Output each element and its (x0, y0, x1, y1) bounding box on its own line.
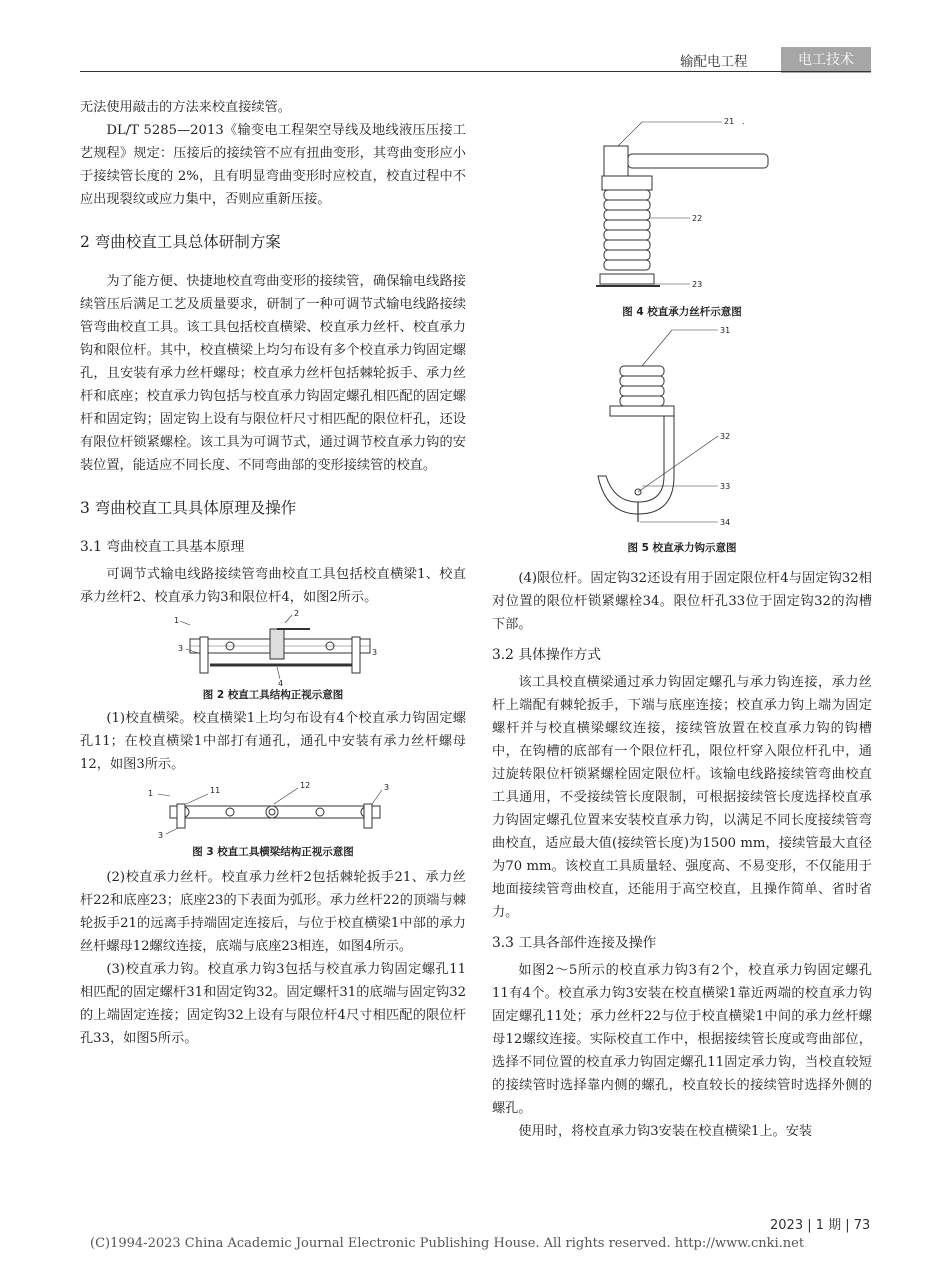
fig5-label: 31 (720, 326, 731, 335)
subsection-heading: 3.1 弯曲校直工具基本原理 (80, 539, 245, 555)
paragraph: (4)限位杆。固定钩32还设有用于固定限位杆4与固定钩32相对位置的限位杆锁紧螺栓34。限位杆孔33位于固定钩32的沟槽下部。 (492, 571, 872, 632)
figure-5 (492, 326, 872, 558)
fig5-label: 32 (720, 432, 731, 441)
column-badge: 电工技术 (781, 47, 871, 73)
fig3-label: 3 (158, 831, 164, 840)
fig4-label: . (742, 117, 745, 126)
subsection-heading: 3.2 具体操作方式 (492, 647, 602, 663)
section-heading: 3 弯曲校直工具具体原理及操作 (80, 499, 297, 517)
fig3-label: 11 (210, 786, 221, 795)
fig2-label: 1 (174, 616, 180, 625)
fig3-label: 12 (300, 782, 311, 790)
paragraph: (1)校直横梁。校直横梁1上均匀布设有4个校直承力钩固定螺孔11；在校直横梁1中部打有通孔，通孔中安装有承力丝杆螺母12，如图3所示。 (80, 711, 466, 772)
page-number: 2023 | 1 期 | 73 (770, 1218, 871, 1233)
figure-caption: 图 4 校直承力丝杆示意图 (622, 306, 742, 318)
right-column (492, 567, 872, 1143)
fig3-drawing (80, 782, 466, 844)
paragraph: (3)校直承力钩。校直承力钩3包括与校直承力钩固定螺孔11相匹配的固定螺杆31和固定钩32。固定螺杆31的底端与固定钩32的上端固定连接；固定钩32上设有与限位杆4尺寸相匹配的限位杆孔33，如图5所示。 (80, 962, 466, 1046)
journal-name: 输配电工程 (680, 54, 748, 70)
fig2-label: 2 (294, 609, 300, 618)
paragraph: DL/T 5285—2013《输变电工程架空导线及地线液压压接工艺规程》规定：压接后的接续管不应有扭曲变形，其弯曲变形应小于接续管长度的 2%，且有明显弯曲变形时应校直，校直过程中不应出现裂纹或应力集中，否则应重新压接。 (80, 123, 466, 207)
fig4-label: 22 (692, 214, 703, 223)
figure-caption: 图 2 校直工具结构正视示意图 (202, 689, 344, 701)
figure-2 (80, 609, 466, 707)
fig2-label: 3 (372, 648, 378, 657)
fig3-label: 3 (384, 783, 390, 792)
left-column (80, 96, 466, 1050)
fig4-label: 23 (692, 280, 703, 289)
header-rule (80, 71, 871, 72)
fig2-label: 4 (278, 679, 284, 687)
fig4-drawing (492, 114, 872, 300)
copyright-line: (C)1994-2023 China Academic Journal Electronic Publishing House. All rights reserved. http://www.cnki.net (90, 1236, 805, 1251)
paragraph: 无法使用敲击的方法来校直接续管。 (80, 100, 291, 115)
fig5-label: 34 (720, 518, 731, 527)
section-heading: 2 弯曲校直工具总体研制方案 (80, 233, 281, 251)
paragraph: (2)校直承力丝杆。校直承力丝杆2包括棘轮扳手21、承力丝杆22和底座23；底座23的下表面为弧形。承力丝杆22的顶端与棘轮扳手21的远离手持端固定连接后，与位于校直横梁1中部的承力丝杆螺母12螺纹连接，底端与底座23相连，如图4所示。 (80, 870, 466, 954)
fig5-label: 33 (720, 482, 731, 491)
figure-4 (492, 114, 872, 320)
figure-3 (80, 782, 466, 866)
paragraph: 如图2～5所示的校直承力钩3有2个，校直承力钩固定螺孔11有4个。校直承力钩3安装在校直横梁1靠近两端的校直承力钩固定螺孔11处；承力丝杆22与位于校直横梁1中间的承力丝杆螺母12螺纹连接。实际校直工作中，根据接续管长度或弯曲部位，选择不同位置的校直承力钩固定螺孔11固定承力钩，当校直较短的接续管时选择靠内侧的螺孔，校直较长的接续管时选择外侧的螺孔。 (492, 963, 872, 1116)
fig5-drawing (492, 326, 872, 536)
fig3-label: 1 (148, 789, 154, 798)
paragraph: 为了能方便、快捷地校直弯曲变形的接续管，确保输电线路接续管压后满足工艺及质量要求，研制了一种可调节式输电线路接续管弯曲校直工具。该工具包括校直横梁、校直承力丝杆、校直承力钩和限位杆。其中，校直横梁上均匀布设有多个校直承力钩固定螺孔，且安装有承力丝杆螺母；校直承力丝杆包括棘轮扳手、承力丝杆和底座；校直承力钩包括与校直承力钩固定螺孔相匹配的固定螺杆和固定钩；固定钩上设有与限位杆尺寸相匹配的限位杆孔，还设有限位杆锁紧螺栓。该工具为可调节式，通过调节校直承力钩的安装位置，能适应不同长度、不同弯曲部的变形接续管的校直。 (80, 274, 466, 473)
paragraph: 该工具校直横梁通过承力钩固定螺孔与承力钩连接，承力丝杆上端配有棘轮扳手，下端与底座连接；校直承力钩上端为固定螺杆并与校直横梁螺纹连接，接续管放置在校直承力钩的钩槽中，在钩槽的底部有一个限位杆孔，限位杆穿入限位杆孔中，通过旋转限位杆锁紧螺栓固定限位杆。该输电线路接续管弯曲校直工具通用，不受接续管长度限制，可根据接续管长度选择校直承力钩固定螺孔位置来安装校直承力钩，以满足不同长度接续管弯曲校直，适应最大值(接续管长度)为1500 mm，接续管最大直径为70 mm。该校直工具质量轻、强度高、不易变形，不仅能用于地面接续管弯曲校直，还能用于高空校直，且操作简单、省时省力。 (492, 675, 872, 920)
paragraph: 可调节式输电线路接续管弯曲校直工具包括校直横梁1、校直承力丝杆2、校直承力钩3和限位杆4，如图2所示。 (80, 567, 466, 605)
fig2-label: 3 (178, 644, 184, 653)
subsection-heading: 3.3 工具各部件连接及操作 (492, 935, 657, 951)
fig4-label: 21 (724, 117, 735, 126)
paragraph: 使用时，将校直承力钩3安装在校直横梁1上。安装 (518, 1124, 813, 1139)
figure-caption: 图 5 校直承力钩示意图 (627, 542, 737, 554)
figure-caption: 图 3 校直工具横梁结构正视示意图 (192, 846, 354, 858)
fig2-drawing (80, 609, 466, 687)
